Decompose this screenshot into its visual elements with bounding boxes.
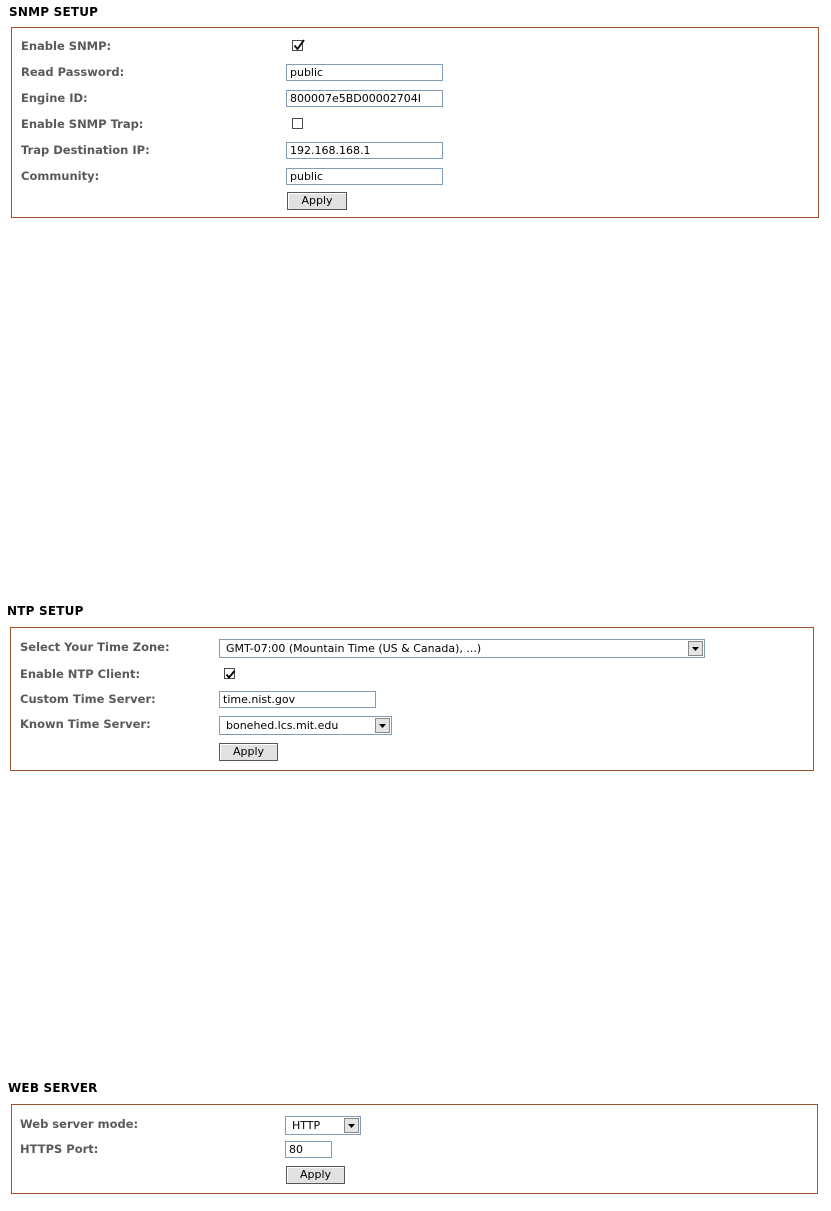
- chevron-down-icon[interactable]: [344, 1118, 359, 1133]
- known-server-label: Known Time Server:: [20, 717, 151, 731]
- chevron-down-icon[interactable]: [688, 641, 703, 656]
- snmp-section-title: SNMP SETUP: [9, 5, 99, 19]
- chevron-down-icon[interactable]: [375, 718, 390, 733]
- read-password-row: [12, 61, 818, 83]
- ntp-section-title: NTP SETUP: [7, 604, 84, 618]
- ntp-panel: [10, 627, 814, 771]
- enable-snmp-label: Enable SNMP:: [21, 39, 112, 53]
- web-section-title: WEB SERVER: [8, 1081, 98, 1095]
- trap-ip-input[interactable]: 192.168.168.1: [286, 142, 443, 159]
- engine-id-input[interactable]: 800007e5BD00002704I: [286, 90, 443, 107]
- community-input[interactable]: public: [286, 168, 443, 185]
- https-port-input[interactable]: 80: [285, 1141, 332, 1158]
- enable-snmp-checkbox[interactable]: [292, 40, 303, 51]
- time-zone-label: Select Your Time Zone:: [20, 640, 170, 654]
- read-password-input[interactable]: public: [286, 64, 443, 81]
- known-server-row: [11, 713, 813, 735]
- time-zone-select[interactable]: [219, 639, 705, 658]
- enable-trap-checkbox[interactable]: [292, 118, 303, 129]
- enable-trap-label: Enable SNMP Trap:: [21, 117, 144, 131]
- https-port-row: [12, 1138, 817, 1160]
- checkmark-icon: [225, 669, 236, 680]
- trap-ip-label: Trap Destination IP:: [21, 143, 150, 157]
- ntp-enable-row: [11, 663, 813, 685]
- time-zone-value: GMT-07:00 (Mountain Time (US & Canada), ...): [226, 642, 482, 655]
- engine-id-label: Engine ID:: [21, 91, 88, 105]
- known-server-value: bonehed.lcs.mit.edu: [226, 719, 339, 732]
- https-port-label: HTTPS Port:: [20, 1142, 99, 1156]
- custom-server-row: [11, 688, 813, 710]
- custom-server-input[interactable]: time.nist.gov: [219, 691, 376, 708]
- known-server-select[interactable]: [219, 716, 392, 735]
- enable-trap-row: [12, 113, 818, 135]
- web-apply-button[interactable]: Apply: [286, 1166, 345, 1184]
- engine-id-row: [12, 87, 818, 109]
- web-panel: [11, 1104, 818, 1194]
- snmp-enable-row: [12, 35, 818, 57]
- web-mode-select[interactable]: [285, 1116, 361, 1135]
- web-mode-row: [12, 1113, 817, 1135]
- ntp-apply-button[interactable]: Apply: [219, 743, 278, 761]
- web-mode-value: HTTP: [292, 1119, 321, 1132]
- trap-ip-row: [12, 139, 818, 161]
- snmp-apply-button[interactable]: Apply: [287, 192, 347, 210]
- enable-ntp-checkbox[interactable]: [224, 668, 235, 679]
- enable-ntp-label: Enable NTP Client:: [20, 667, 141, 681]
- web-mode-label: Web server mode:: [20, 1117, 139, 1131]
- community-label: Community:: [21, 169, 100, 183]
- custom-server-label: Custom Time Server:: [20, 692, 156, 706]
- snmp-panel: [11, 27, 819, 218]
- read-password-label: Read Password:: [21, 65, 125, 79]
- time-zone-row: [11, 636, 813, 658]
- checkmark-icon: [293, 39, 306, 52]
- community-row: [12, 165, 818, 187]
